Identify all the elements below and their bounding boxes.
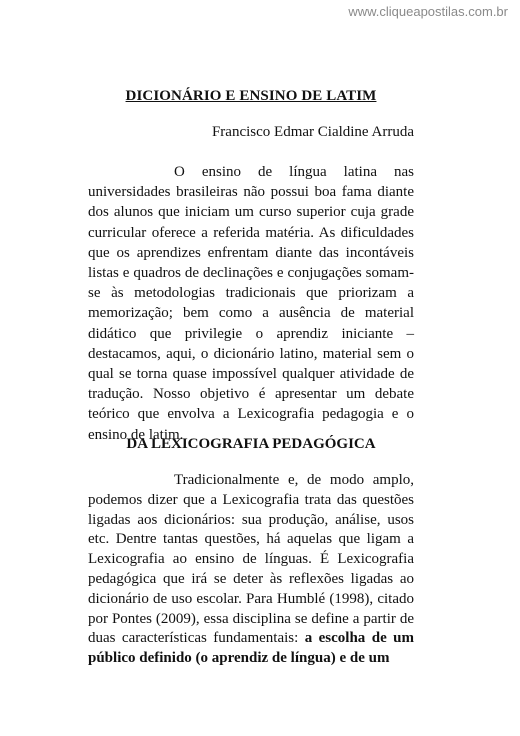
section-paragraph	[88, 471, 414, 669]
document-title: DICIONÁRIO E ENSINO DE LATIM	[125, 88, 377, 104]
watermark: www.cliqueapostilas.com.br	[348, 4, 508, 19]
section-paragraph-text: Tradicionalmente e, de modo amplo, podemos dizer que a Lexicografia trata das questões ligadas aos dicionários: sua produção, análise, usos etc. Dentre tantas questões, há aquelas que ligam a Lexicografia ao ensino de línguas. É Lexicografia pedagógica que irá se deter às reflexões ligadas ao dicionário de uso escolar. Para Humblé (1998), citado por Pontes (2009), essa disciplina se define a partir de duas características fundamentais:	[88, 472, 414, 647]
author-name: Francisco Edmar Cialdine Arruda	[211, 124, 414, 140]
intro-paragraph-text: O ensino de língua latina nas universidades brasileiras não possui boa fama diante dos alunos que iniciam um curso superior cuja grade curricular oferece a referida matéria. As dificuldades que os aprendizes enfrentam diante das incontáveis listas e quadros de declinações e conjugações somam-se às metodologias tradicionais que priorizam a memorização; bem como a ausência de material didático que privilegie o aprendiz iniciante – destacamos, aqui, o dicionário latino, material sem o qual se torna quase impossível qualquer atividade de tradução. Nosso objetivo é apresentar um debate teórico que envolva a Lexicografia pedagogia e o ensino de latim.	[88, 164, 414, 443]
intro-paragraph	[88, 162, 414, 445]
section-paragraph-emphasis: a escolha de um público definido (o aprendiz de língua) e de um	[88, 630, 414, 667]
section-title: DA LEXICOGRAFIA PEDAGÓGICA	[126, 436, 376, 452]
